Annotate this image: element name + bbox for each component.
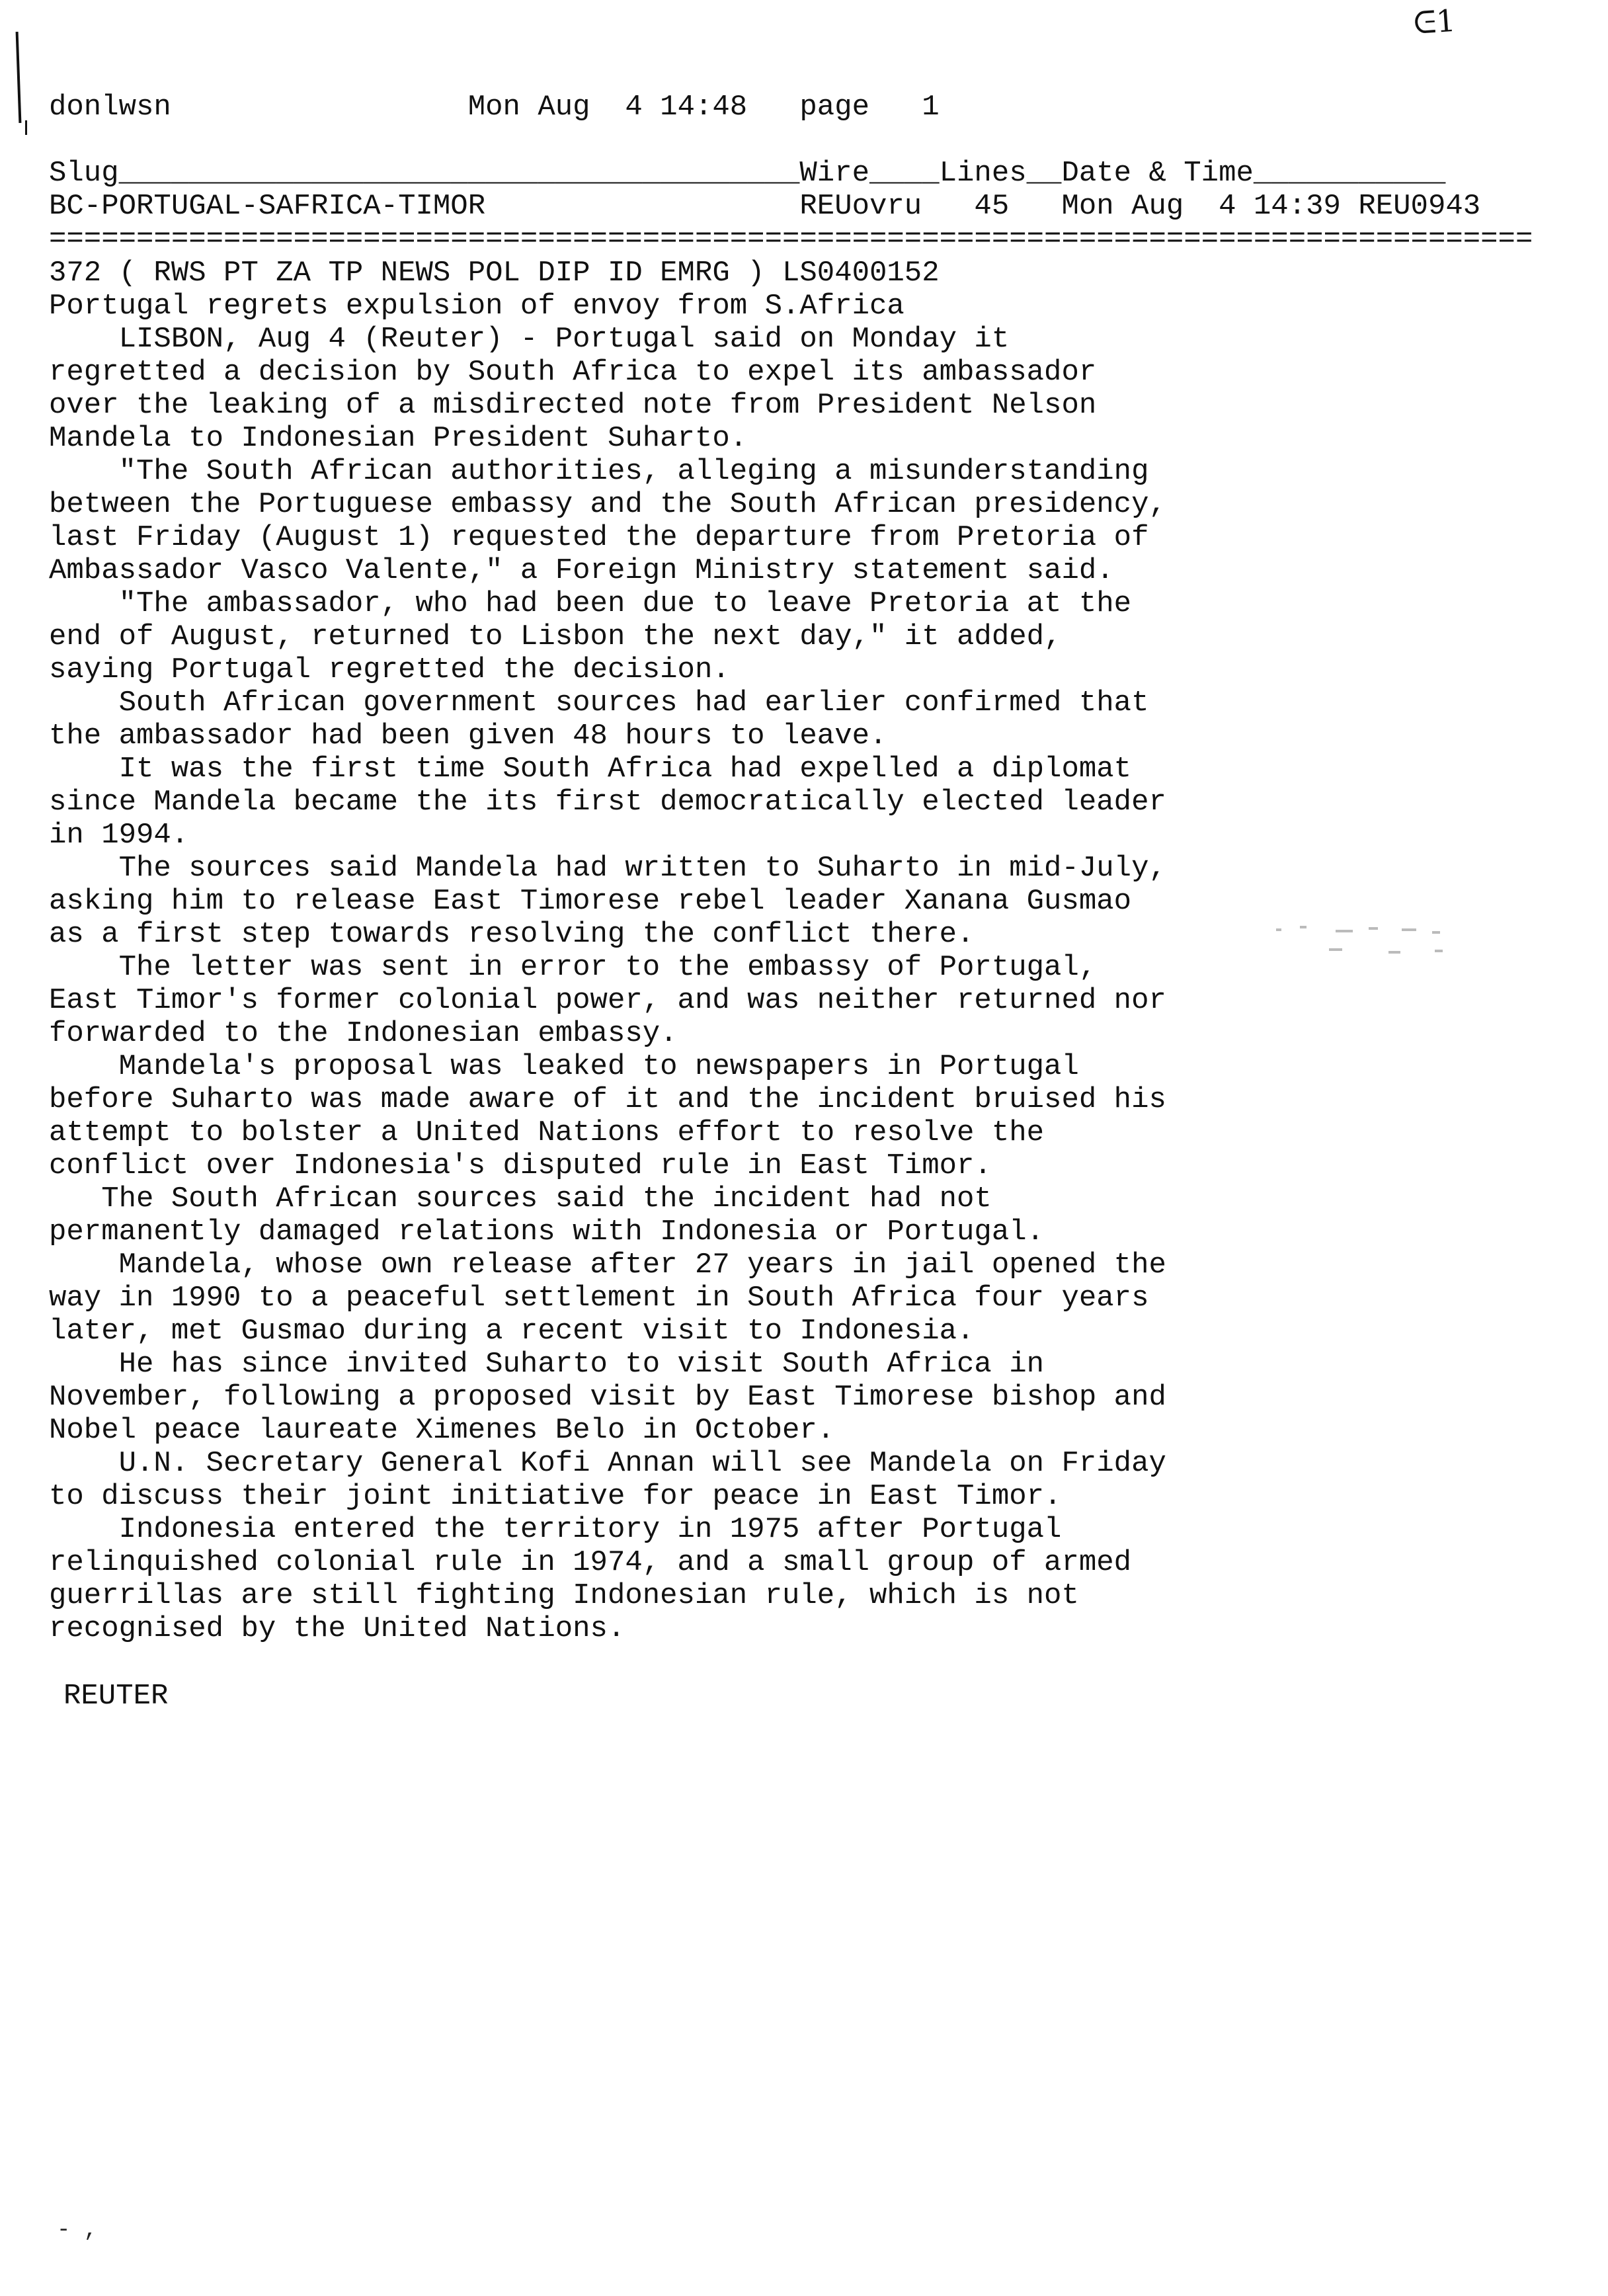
story-line: relinquished colonial rule in 1974, and a small group of armed <box>49 1546 1132 1579</box>
story-line: "The South African authorities, alleging a misunderstanding <box>49 455 1149 488</box>
story-line: conflict over Indonesia's disputed rule in East Timor. <box>49 1149 992 1182</box>
story-line: November, following a proposed visit by East Timorese bishop and <box>49 1381 1166 1414</box>
handwritten-page-mark: ᕮ1 <box>1412 2 1457 42</box>
story-line: Mandela, whose own release after 27 years in jail opened the <box>49 1249 1166 1282</box>
scan-margin-bar <box>16 32 22 123</box>
story-line: way in 1990 to a peaceful settlement in South Africa four years <box>49 1282 1149 1315</box>
story-line: later, met Gusmao during a recent visit to Indonesia. <box>49 1315 975 1348</box>
story-line: in 1994. <box>49 819 189 852</box>
story-body <box>49 257 1166 1645</box>
story-line: 372 ( RWS PT ZA TP NEWS POL DIP ID EMRG ) LS0400152 <box>49 257 940 290</box>
story-line: recognised by the United Nations. <box>49 1612 625 1645</box>
story-line: The sources said Mandela had written to Suharto in mid-July, <box>49 852 1166 885</box>
story-line: guerrillas are still fighting Indonesian rule, which is not <box>49 1579 1079 1612</box>
story-line: forwarded to the Indonesian embassy. <box>49 1017 678 1050</box>
story-line: permanently damaged relations with Indonesia or Portugal. <box>49 1215 1045 1249</box>
story-line: Mandela to Indonesian President Suharto. <box>49 422 748 455</box>
story-headline: Portugal regrets expulsion of envoy from S.Africa <box>49 290 904 323</box>
story-line: "The ambassador, who had been due to leave Pretoria at the <box>49 587 1132 620</box>
story-line: U.N. Secretary General Kofi Annan will see Mandela on Friday <box>49 1447 1166 1480</box>
scan-corner-mark: - , <box>57 2218 98 2243</box>
story-line: South African government sources had earlier confirmed that <box>49 686 1149 719</box>
story-line: Nobel peace laureate Ximenes Belo in October. <box>49 1414 835 1447</box>
story-line: attempt to bolster a United Nations effort to resolve the <box>49 1116 1045 1149</box>
print-datetime: Mon Aug 4 14:48 <box>467 91 748 124</box>
header-separator: ===================================================================================== <box>49 223 1533 256</box>
story-signoff: REUTER <box>63 1680 169 1713</box>
story-line: as a first step towards resolving the conflict there. <box>49 918 975 951</box>
story-line: East Timor's former colonial power, and was neither returned nor <box>49 984 1166 1017</box>
story-line: over the leaking of a misdirected note from President Nelson <box>49 389 1097 422</box>
story-line: The letter was sent in error to the embassy of Portugal, <box>49 951 1097 984</box>
story-line: asking him to release East Timorese rebel leader Xanana Gusmao <box>49 885 1132 918</box>
story-line: end of August, returned to Lisbon the next day," it added, <box>49 620 1062 653</box>
story-line: regretted a decision by South Africa to expel its ambassador <box>49 356 1097 389</box>
print-user: donlwsn <box>49 91 171 124</box>
page-number: 1 <box>922 91 940 124</box>
story-line: Indonesia entered the territory in 1975 after Portugal <box>49 1513 1062 1546</box>
story-line: last Friday (August 1) requested the departure from Pretoria of <box>49 521 1149 554</box>
page-label: page <box>799 91 870 124</box>
story-line: since Mandela became the its first democratically elected leader <box>49 786 1166 819</box>
story-line: saying Portugal regretted the decision. <box>49 653 730 686</box>
story-line: the ambassador had been given 48 hours to leave. <box>49 719 887 753</box>
wire-header-labels: Slug_______________________________________Wire____Lines__Date & Time___________ <box>49 157 1446 190</box>
scan-margin-dot <box>25 120 27 135</box>
story-line: Ambassador Vasco Valente," a Foreign Ministry statement said. <box>49 554 1114 587</box>
page-header <box>49 91 940 124</box>
wire-header-values: BC-PORTUGAL-SAFRICA-TIMOR REUovru 45 Mon Aug 4 14:39 REU0943 <box>49 190 1481 223</box>
story-line: between the Portuguese embassy and the South African presidency, <box>49 488 1166 521</box>
story-line: Mandela's proposal was leaked to newspapers in Portugal <box>49 1050 1079 1083</box>
story-line: The South African sources said the incident had not <box>49 1182 992 1215</box>
story-line: to discuss their joint initiative for peace in East Timor. <box>49 1480 1062 1513</box>
story-line: before Suharto was made aware of it and the incident bruised his <box>49 1083 1166 1116</box>
story-line: LISBON, Aug 4 (Reuter) - Portugal said on Monday it <box>49 323 1010 356</box>
scan-noise <box>1276 924 1481 962</box>
story-line: It was the first time South Africa had expelled a diplomat <box>49 753 1132 786</box>
story-line: He has since invited Suharto to visit South Africa in <box>49 1348 1045 1381</box>
